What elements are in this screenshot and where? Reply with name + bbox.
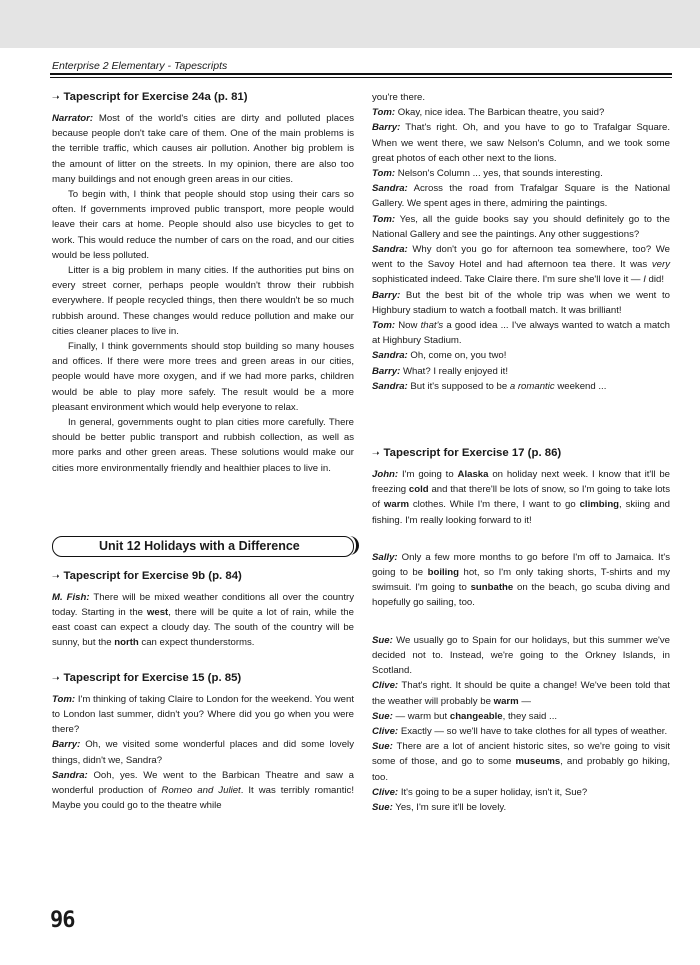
dialogue-line: Sandra: Across the road from Trafalgar Square is the National Gallery. We spent ages in there, admiring the paintings. (372, 183, 670, 210)
dialogue-line: Tom: Okay, nice idea. The Barbican theatre, you said? (372, 107, 605, 119)
paragraph: Litter is a big problem in many cities. If the authorities put bins on every street corner, perhaps people wouldn't throw their rubbish everywhere. If people recycled things, then there wouldn't be so much rubbish around. These changes would reduce pollution and make our cities cleaner places to live in. (52, 265, 354, 337)
right-column (372, 90, 670, 815)
arrow-icon: ➝ (372, 448, 380, 459)
paragraph: M. Fish: There will be mixed weather conditions all over the country today. Starting in the west, there will be quite a lot of rain, while the east coast can expect a cloudy day. The south of the country will be sunny, but the north can expect thunderstorms. (52, 591, 355, 649)
dialogue-line: Barry: Oh, we visited some wonderful places and did some lovely things, didn't we, Sandra? (52, 739, 354, 766)
page-number: 96 (50, 908, 75, 933)
dialogue-line: Tom: Now that's a good idea ... I've always wanted to watch a match at Highbury Stadium. (372, 320, 670, 347)
dialogue-line: Barry: But the best bit of the whole trip was when we went to Highbury stadium to watch a football match. It was brilliant! (372, 289, 670, 316)
dialogue-line: Tom: Yes, all the guide books say you should definitely go to the National Gallery and see the paintings. Any other suggestions? (372, 213, 670, 240)
dialogue-line: Barry: What? I really enjoyed it! (372, 365, 508, 377)
dialogue-line: Sandra: Why don't you go for afternoon tea somewhere, too? We went to the Savoy Hotel and had afternoon tea there. It was very sophisticated indeed. Take Claire there. I'm sure she'll love it — I did! (372, 244, 670, 286)
dialogue-line: Barry: That's right. Oh, and you have to go to Trafalgar Square. When we went there, we saw Nelson's Column, and we took some great photos of each other next to the lions. (372, 122, 670, 164)
top-gray-band (0, 0, 700, 48)
paragraph: To begin with, I think that people should stop using their cars so often. If governments improved public transport, more people would leave their cars at home. People should also use bicycles to get to work. This would reduce the number of cars on the road, and our cities would be less polluted. (52, 189, 354, 261)
dialogue-line: Sue: We usually go to Spain for our holidays, but this summer we've decided not to. Instead, we're going to the Orkney Islands, in Scotland. (372, 634, 670, 677)
dialogue-line: Sally: Only a few more months to go before I'm off to Jamaica. It's going to be boiling hot, so I'm only taking shorts, T-shirts and my swimsuit. I'm going to sunbathe on the beach, go scuba diving and hopefully go sailing, too. (372, 551, 671, 609)
dialogue-line: Sandra: But it's supposed to be a romantic weekend ... (372, 380, 607, 392)
section-heading-ex17: ➝ Tapescript for Exercise 17 (p. 86) (372, 447, 562, 460)
arrow-icon: ➝ (52, 570, 60, 581)
left-column (52, 90, 354, 813)
header-rule-thick (50, 73, 672, 75)
header-rule-thin (50, 77, 672, 78)
dialogue-line: Tom: Nelson's Column ... yes, that sounds interesting. (372, 168, 603, 180)
dialogue-line: Clive: It's going to be a super holiday, isn't it, Sue? (372, 786, 588, 798)
arrow-icon: ➝ (52, 92, 60, 102)
dialogue-line: Clive: That's right. It should be quite a change! We've been told that the weather will probably be warm — (372, 680, 670, 707)
unit-title-banner: Unit 12 Holidays with a Difference (52, 536, 354, 557)
section-heading-ex24a: ➝ Tapescript for Exercise 24a (p. 81) (52, 91, 248, 103)
dialogue-line: Sandra: Oh, come on, you two! (372, 350, 507, 362)
paragraph: Finally, I think governments should stop building so many houses and offices. If there were more trees and green areas in our cities, people would have more oxygen, and if we had more parks, children would be able to play more safely. The result would be a more pleasant environment which would help everyone to relax. (52, 341, 354, 413)
paragraph: Narrator: Most of the world's cities are dirty and polluted places because people don't take care of them. One of the main problems is the terrible traffic, which causes air pollution. Another big problem is the amount of litter on the streets. In my opinion, there are also too many buildings and not enough green areas in our cities. (52, 113, 354, 185)
dialogue-line: Sue: Yes, I'm sure it'll be lovely. (372, 801, 507, 813)
running-header: Enterprise 2 Elementary - Tapescripts (52, 60, 228, 72)
dialogue-line: Sue: — warm but changeable, they said ... (372, 710, 558, 722)
dialogue-line: Clive: Exactly — so we'll have to take clothes for all types of weather. (372, 725, 668, 737)
dialogue-line: Sue: There are a lot of ancient historic sites, so we're going to visit some of those, and go to some museums, and probably go hiking, too. (372, 741, 670, 783)
dialogue-line: Tom: I'm thinking of taking Claire to London for the weekend. You went to London last summer, didn't you? Where did you go when you were there? (52, 693, 354, 736)
dialogue-line: John: I'm going to Alaska on holiday next week. I know that it'll be freezing cold and that there'll be lots of snow, so I'm going to take lots of warm clothes. While I'm there, I want to go climbing, skiing and fishing. I'm really looking forward to it! (372, 469, 671, 526)
arrow-icon: ➝ (52, 672, 60, 683)
dialogue-line: Sandra: Ooh, yes. We went to the Barbican Theatre and saw a wonderful production of Romeo and Juliet. It was terribly romantic! Maybe you could go to the theatre while (52, 769, 354, 812)
section-heading-ex15: ➝ Tapescript for Exercise 15 (p. 85) (52, 671, 242, 684)
section-heading-ex9b: ➝ Tapescript for Exercise 9b (p. 84) (52, 569, 242, 582)
paragraph: In general, governments ought to plan cities more carefully. There should be better public transport and rubbish collection, as well as more parks and other green areas. These solutions would make our cities more environmentally friendly and healthier places to live in. (52, 417, 354, 474)
dialogue-line: you're there. (372, 92, 426, 103)
